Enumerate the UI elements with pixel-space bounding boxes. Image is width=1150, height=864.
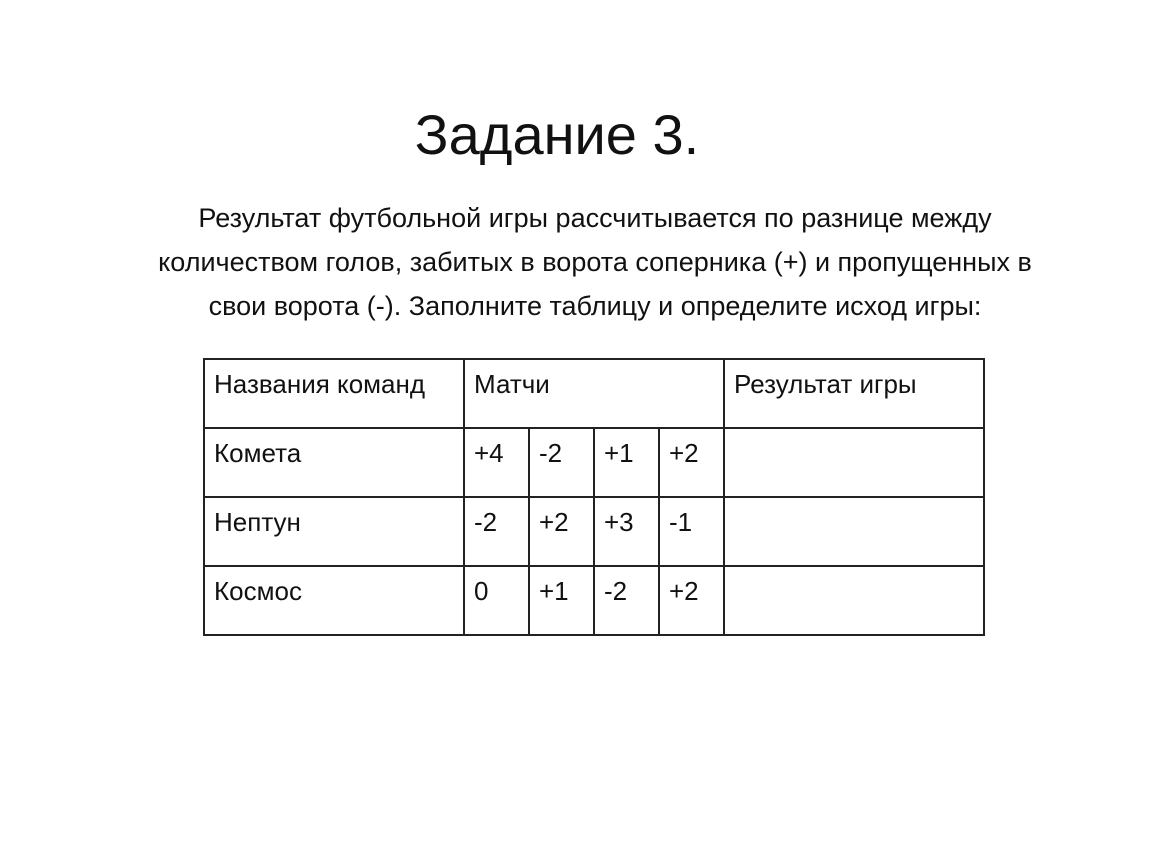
team-name-cell: Космос bbox=[204, 566, 464, 635]
match-score-cell: +1 bbox=[529, 566, 594, 635]
team-name-cell: Нептун bbox=[204, 497, 464, 566]
result-cell[interactable] bbox=[724, 497, 984, 566]
results-table bbox=[203, 358, 985, 636]
match-score-cell: +2 bbox=[659, 428, 724, 497]
result-cell[interactable] bbox=[724, 428, 984, 497]
header-team-names: Названия команд bbox=[204, 359, 464, 428]
header-game-result: Результат игры bbox=[724, 359, 984, 428]
match-score-cell: +4 bbox=[464, 428, 529, 497]
match-score-cell: -2 bbox=[529, 428, 594, 497]
match-score-cell: +2 bbox=[529, 497, 594, 566]
team-name-cell: Комета bbox=[204, 428, 464, 497]
table-row bbox=[204, 497, 984, 566]
match-score-cell: -2 bbox=[594, 566, 659, 635]
table-row bbox=[204, 566, 984, 635]
match-score-cell: -2 bbox=[464, 497, 529, 566]
table-row bbox=[204, 428, 984, 497]
match-score-cell: +2 bbox=[659, 566, 724, 635]
task-description-line: Результат футбольной игры рассчитывается по разнице между bbox=[198, 203, 992, 233]
task-description-line: количеством голов, забитых в ворота соперника (+) и пропущенных в bbox=[158, 247, 1032, 277]
match-score-cell: +1 bbox=[594, 428, 659, 497]
match-score-cell: -1 bbox=[659, 497, 724, 566]
table-header-row bbox=[204, 359, 984, 428]
task-description-line: свои ворота (-). Заполните таблицу и определите исход игры: bbox=[208, 291, 982, 321]
result-cell[interactable] bbox=[724, 566, 984, 635]
page-title: Задание 3. bbox=[414, 103, 700, 166]
match-score-cell: 0 bbox=[464, 566, 529, 635]
task-description bbox=[60, 196, 1130, 328]
match-score-cell: +3 bbox=[594, 497, 659, 566]
header-matches: Матчи bbox=[464, 359, 724, 428]
